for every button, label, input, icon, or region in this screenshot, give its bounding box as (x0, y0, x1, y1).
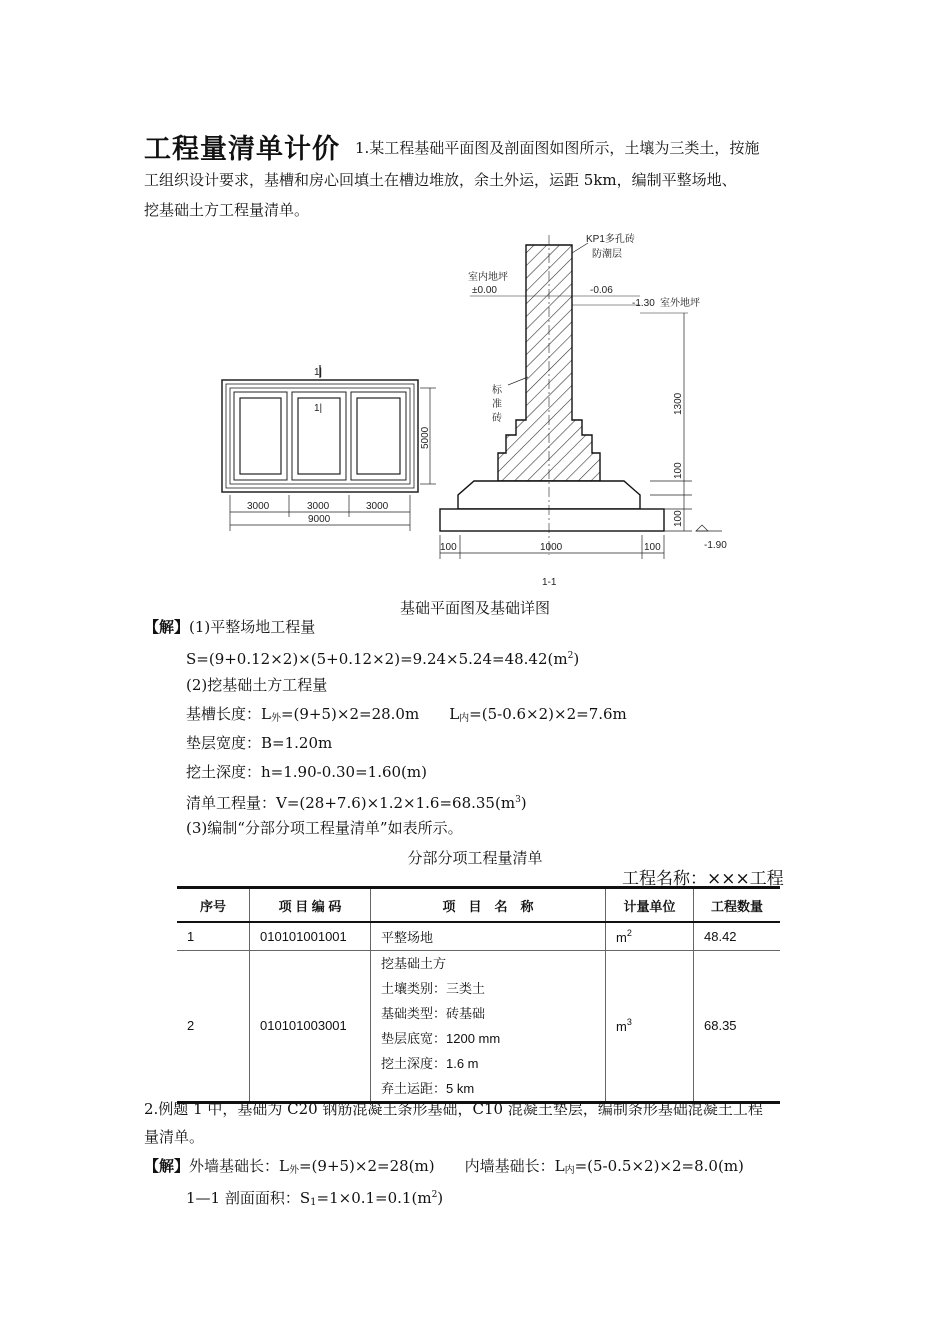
length-label: 基槽长度：L (186, 705, 271, 723)
label-brick-1: 标 (492, 385, 502, 396)
question-1-line-1: 1.某工程基础平面图及剖面图如图所示，土壤为三类土，按施 (355, 139, 760, 157)
solution-2-line-1 (144, 1156, 744, 1181)
area-sup: 2 (431, 1190, 438, 1200)
row-2-name-line-6: 弃土运距：5 km (381, 1080, 475, 1096)
question-2-line-2: 量清单。 (144, 1128, 205, 1146)
quantity-end: ) (520, 794, 527, 812)
area-expr: =1×0.1=0.1(m (316, 1189, 432, 1207)
row-2-code: 010101003001 (250, 950, 371, 1102)
row-2-unit-base: m (616, 1019, 627, 1034)
solution-1-depth: 挖土深度：h=1.90-0.30=1.60(m) (186, 763, 427, 781)
label-brick-2: 准 (492, 399, 502, 410)
row-1-unit (606, 922, 694, 950)
table-title: 分部分项工程量清单 (407, 849, 543, 867)
elev-bottom: -1.90 (704, 540, 727, 551)
area-label: 1—1 剖面面积：S (186, 1189, 311, 1207)
dim-1300: 1300 (673, 392, 684, 415)
dim-bottom-left: 100 (440, 542, 457, 553)
solution-1-part-3: (3)编制“分部分项工程量清单”如表所示。 (186, 819, 463, 837)
outer-length-expr: =(9+5)×2=28(m) (298, 1157, 435, 1175)
question-1-line-3: 挖基础土方工程量清单。 (144, 201, 310, 219)
section-view (440, 232, 727, 588)
dim-total: 9000 (308, 514, 331, 525)
header-qty: 工程数量 (694, 888, 781, 923)
label-brick-3: 砖 (492, 413, 502, 424)
solution-1-quantity (186, 790, 527, 813)
outer-length-sub: 外 (288, 1165, 299, 1176)
row-1-unit-sup: 2 (626, 927, 632, 938)
dim-height: 5000 (420, 426, 431, 449)
solution-1-width: 垫层宽度：B=1.20m (186, 734, 333, 752)
row-2-name-line-2: 土壤类别：三类土 (381, 980, 486, 996)
row-2-name-line-4: 垫层底宽：1200 mm (381, 1030, 501, 1046)
row-2-name-line-5: 挖土深度：1.6 m (381, 1055, 479, 1071)
row-2-unit (606, 950, 694, 1102)
foundation-figure (210, 225, 750, 600)
dim-100-lower: 100 (673, 510, 684, 527)
row-2-unit-sup: 3 (626, 1017, 632, 1027)
question-1-line-2: 工组织设计要求，基槽和房心回填土在槽边堆放，余土外运，运距 5km，编制平整场地、 (144, 171, 737, 189)
length-sub-outer: 外 (270, 713, 281, 724)
length-label-inner: L (449, 705, 460, 723)
elev-dpc: -0.06 (590, 285, 613, 296)
area-formula-end: ) (573, 650, 580, 668)
solution-1-line-1 (144, 617, 315, 637)
row-1-qty: 48.42 (694, 922, 781, 950)
solution-1-part-2: (2)挖基础土方工程量 (186, 676, 328, 694)
area-sub: 1 (310, 1197, 317, 1208)
row-1-code: 010101001001 (250, 922, 371, 950)
solution-1-area-formula (186, 646, 579, 669)
header-name: 项 目 名 称 (371, 888, 606, 923)
row-1-name: 平整场地 (371, 922, 606, 950)
solution-2-head: 【解】 (144, 1157, 190, 1175)
dim-bay-2: 3000 (307, 501, 330, 512)
label-kp1: KP1多孔砖 (586, 234, 635, 245)
row-2-name (371, 950, 606, 1102)
table-row (177, 922, 780, 950)
label-outdoor: 室外地坪 (660, 298, 700, 309)
label-indoor: 室内地坪 (468, 272, 508, 283)
label-dpc: 防潮层 (592, 249, 622, 260)
inner-length-sub: 内 (564, 1165, 575, 1176)
dim-bay-1: 3000 (247, 501, 270, 512)
table-row (177, 950, 780, 1102)
section-mark-bottom: 1| (314, 403, 323, 414)
inner-length-expr: =(5-0.5×2)×2=8.0(m) (574, 1157, 744, 1175)
area-formula-text: S=(9+0.12×2)×(5+0.12×2)=9.24×5.24=48.42(m (186, 650, 568, 668)
row-2-no: 2 (177, 950, 250, 1102)
elev-outdoor: -1.30 (632, 298, 655, 309)
row-2-qty: 68.35 (694, 950, 781, 1102)
solution-1-length (186, 704, 627, 729)
section-label: 1-1 (542, 577, 557, 588)
solution-1-head: 【解】 (144, 618, 190, 636)
elev-indoor: ±0.00 (472, 285, 497, 296)
header-no: 序号 (177, 888, 250, 923)
plan-view (222, 365, 436, 531)
table-header-row (177, 888, 780, 923)
dim-bottom-right: 100 (644, 542, 661, 553)
bill-of-quantities-table (177, 886, 780, 1104)
figure-caption: 基础平面图及基础详图 (399, 599, 550, 617)
header-code: 项 目 编 码 (250, 888, 371, 923)
section-mark-top: 1| (314, 367, 323, 378)
page-title: 工程量清单计价 (144, 134, 340, 165)
solution-2-area (186, 1185, 443, 1213)
dim-100-upper: 100 (673, 462, 684, 479)
outer-length-label: 外墙基础长：L (189, 1157, 289, 1175)
row-2-name-line-1: 挖基础土方 (381, 955, 447, 971)
area-formula-sup: 2 (567, 651, 574, 661)
inner-length-label: 内墙基础长：L (464, 1157, 565, 1175)
quantity-text: 清单工程量：V=(28+7.6)×1.2×1.6=68.35(m (186, 794, 516, 812)
row-2-name-line-3: 基础类型：砖基础 (381, 1005, 486, 1021)
area-end: ) (437, 1189, 444, 1207)
question-2-line-1: 2.例题 1 中，基础为 C20 钢筋混凝土条形基础，C10 混凝土垫层，编制条形基础混凝土工程 (144, 1100, 763, 1118)
length-sub-inner: 内 (459, 713, 470, 724)
row-1-no: 1 (177, 922, 250, 950)
length-expr-outer: =(9+5)×2=28.0m (280, 705, 420, 723)
solution-1-part-1: (1)平整场地工程量 (189, 618, 316, 636)
row-1-unit-base: m (616, 929, 627, 945)
header-unit: 计量单位 (606, 888, 694, 923)
quantity-sup: 3 (515, 795, 521, 805)
length-expr-inner: =(5-0.6×2)×2=7.6m (469, 705, 627, 723)
project-name: 工程名称：×××工程 (622, 869, 784, 889)
dim-bottom-center: 1000 (540, 542, 563, 553)
dim-bay-3: 3000 (366, 501, 389, 512)
